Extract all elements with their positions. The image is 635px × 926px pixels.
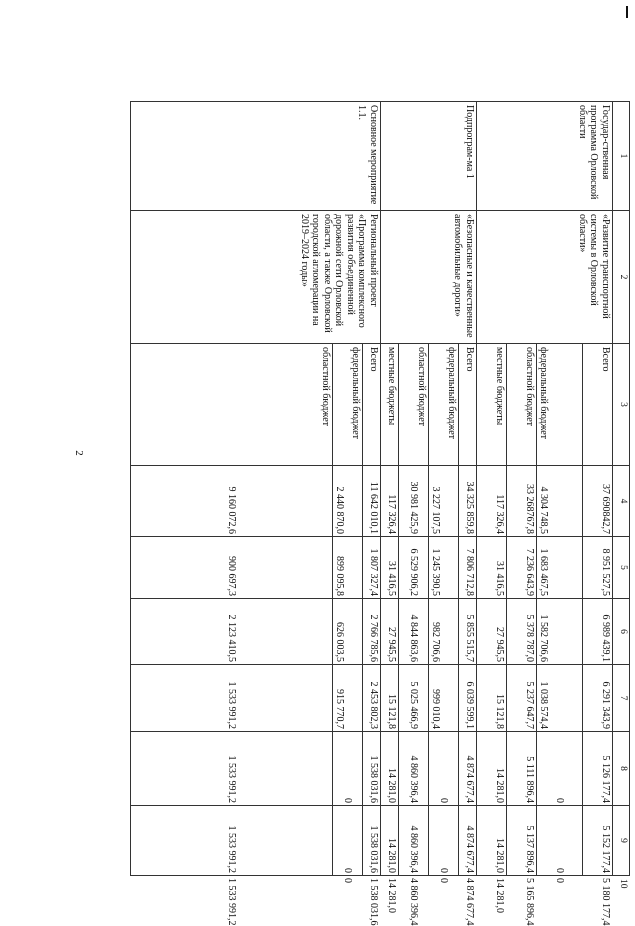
value-cell: 2 766 785,6 [363,599,381,665]
source-cell: местные бюджеты [477,344,507,466]
value-cell: 0 [537,732,583,806]
value-cell: 4 844 863,6 [399,599,429,665]
table-row: Основное мероприятие 1.1. Региональный проект «Программа комплексного развития объединенной дорожной сети Орловской области, а также Орловской городской агломерации на 2019–2024 годы» Всего 11 642 010,1 1 807 327,4 2 766 785,6 2 453 802,3 1 538 031,6 1 538 031,6 1 538 031,6 [363,102,381,876]
header-cell: 4 [613,466,630,537]
value-cell: 5 126 177,4 [583,732,613,806]
value-cell: 6 039 599,1 [459,665,477,732]
table-row: федеральный бюджет 2 440 870,0 899 095,8 626 003,5 915 770,7 0 0 0 [333,102,363,876]
page-number: 2 [73,450,85,456]
value-cell: 9 160 072,6 [131,466,333,537]
value-cell: 7 806 712,8 [459,537,477,599]
source-cell: местные бюджеты [381,344,399,466]
value-cell: 31 416,5 [477,537,507,599]
source-cell: федеральный бюджет [333,344,363,466]
value-cell: 117 326,4 [477,466,507,537]
value-cell: 8 951 527,5 [583,537,613,599]
value-cell: 5 111 896,4 [507,732,537,806]
value-cell: 4 860 396,4 [399,732,429,806]
value-cell: 6 529 906,2 [399,537,429,599]
header-cell: 5 [613,537,630,599]
source-cell: Всего [459,344,477,466]
value-cell: 1 533 991,2 [131,665,333,732]
value-cell: 1 038 574,4 [537,665,583,732]
source-cell: областной бюджет [399,344,429,466]
value-cell: 14 281,0 [381,806,399,876]
value-cell: 3 227 107,5 [429,466,459,537]
value-cell: 14 281,0 [477,806,507,876]
table-row: Государ-ственная программа Орловской области «Развитие транспортной системы в Орловской области» Всего 37 690842,7 8 951 527,5 6 989 439,1 6 291 343,9 5 126 177,4 5 152 177,4 5 180 177,4 [583,102,613,876]
program-name-cell: «Развитие транспортной системы в Орловской области» [477,211,613,344]
value-cell: 5 025 466,9 [399,665,429,732]
value-cell: 15 121,8 [381,665,399,732]
value-cell: 5 855 515,7 [459,599,477,665]
source-cell: федеральный бюджет [429,344,459,466]
value-cell: 5 152 177,4 [583,806,613,876]
value-cell: 117 326,4 [381,466,399,537]
table-row: областной бюджет 9 160 072,6 900 697,3 2 123 410,5 1 533 991,2 1 533 991,2 1 533 991,2 1 533 991,2 [131,102,333,876]
value-cell: 0 [333,806,363,876]
value-cell: 5 378 787,0 [507,599,537,665]
value-cell: 6 989 439,1 [583,599,613,665]
value-cell: 1 533 991,2 [131,732,333,806]
value-cell: 982 706,6 [429,599,459,665]
header-cell: 7 [613,665,630,732]
value-cell: 6 291 343,9 [583,665,613,732]
value-cell: 2 440 870,0 [333,466,363,537]
value-cell: 34 325 859,8 [459,466,477,537]
header-cell: 3 [613,344,630,466]
value-cell: 0 [429,806,459,876]
value-cell: 999 010,4 [429,665,459,732]
value-cell: 4 304 748,5 [537,466,583,537]
budget-table [130,101,630,926]
value-cell: 4 874 677,4 [459,806,477,876]
header-cell: 1 [613,102,630,211]
header-cell: 9 [613,806,630,876]
header-cell: 2 [613,211,630,344]
value-cell: 900 697,3 [131,537,333,599]
source-cell: областной бюджет [131,344,333,466]
source-cell: Всего [363,344,381,466]
value-cell: 0 [537,806,583,876]
value-cell: 899 095,8 [333,537,363,599]
table-row: местные бюджеты 117 326,4 31 416,5 27 945,5 15 121,8 14 281,0 14 281,0 14 281,0 [477,102,507,876]
value-cell: 14 281,0 [381,732,399,806]
value-cell: 30 981 425,9 [399,466,429,537]
value-cell: 33 268767,8 [507,466,537,537]
value-cell: 0 [429,732,459,806]
program-type-cell: Подпрограм-ма 1 [381,102,477,211]
value-cell: 1 245 390,5 [429,537,459,599]
value-cell: 31 416,5 [381,537,399,599]
value-cell: 1 683 467,5 [537,537,583,599]
value-cell: 7 236 643,9 [507,537,537,599]
table-row: федеральный бюджет 3 227 107,5 1 245 390,5 982 706,6 999 010,4 0 0 0 [429,102,459,876]
program-name-cell: Региональный проект «Программа комплексного развития объединенной дорожной сети Орловской области, а также Орловской городской агломерации на 2019–2024 годы» [131,211,381,344]
header-cell: 8 [613,732,630,806]
value-cell: 4 874 677,4 [459,732,477,806]
value-cell: 15 121,8 [477,665,507,732]
value-cell: 1 538 031,6 [363,806,381,876]
value-cell: 2 123 410,5 [131,599,333,665]
table-row: областной бюджет 33 268767,8 7 236 643,9 5 378 787,0 5 237 647,7 5 111 896,4 5 137 896,4 5 165 896,4 [507,102,537,876]
value-cell: 2 453 802,3 [363,665,381,732]
value-cell: 1 538 031,6 [363,732,381,806]
table-row: местные бюджеты 117 326,4 31 416,5 27 945,5 15 121,8 14 281,0 14 281,0 14 281,0 [381,102,399,876]
value-cell: 1 533 991,2 [131,806,333,876]
table-row: федеральный бюджет 4 304 748,5 1 683 467,5 1 582 706,6 1 038 574,4 0 0 0 [537,102,583,876]
table-row: областной бюджет 30 981 425,9 6 529 906,2 4 844 863,6 5 025 466,9 4 860 396,4 4 860 396,4 4 860 396,4 [399,102,429,876]
header-row: 1 2 3 4 5 6 7 8 9 10 [613,102,630,876]
value-cell: 14 281,0 [477,732,507,806]
value-cell: 5 137 896,4 [507,806,537,876]
value-cell: 915 770,7 [333,665,363,732]
program-name-cell: «Безопасные и качественные автомобильные дороги» [381,211,477,344]
value-cell: 0 [333,732,363,806]
rotated-budget-table [130,101,630,926]
program-type-cell: Государ-ственная программа Орловской области [477,102,613,211]
corner-mark [626,6,628,18]
source-cell: Всего [583,344,613,466]
value-cell: 37 690842,7 [583,466,613,537]
program-type-cell: Основное мероприятие 1.1. [131,102,381,211]
source-cell: областной бюджет [507,344,537,466]
value-cell: 27 945,5 [477,599,507,665]
value-cell: 5 237 647,7 [507,665,537,732]
value-cell: 4 860 396,4 [399,806,429,876]
header-cell: 6 [613,599,630,665]
value-cell: 626 003,5 [333,599,363,665]
value-cell: 11 642 010,1 [363,466,381,537]
value-cell: 1 807 327,4 [363,537,381,599]
source-cell: федеральный бюджет [537,344,583,466]
value-cell: 1 582 706,6 [537,599,583,665]
table-row: Подпрограм-ма 1 «Безопасные и качественные автомобильные дороги» Всего 34 325 859,8 7 806 712,8 5 855 515,7 6 039 599,1 4 874 677,4 4 874 677,4 4 874 677,4 [459,102,477,876]
value-cell: 27 945,5 [381,599,399,665]
